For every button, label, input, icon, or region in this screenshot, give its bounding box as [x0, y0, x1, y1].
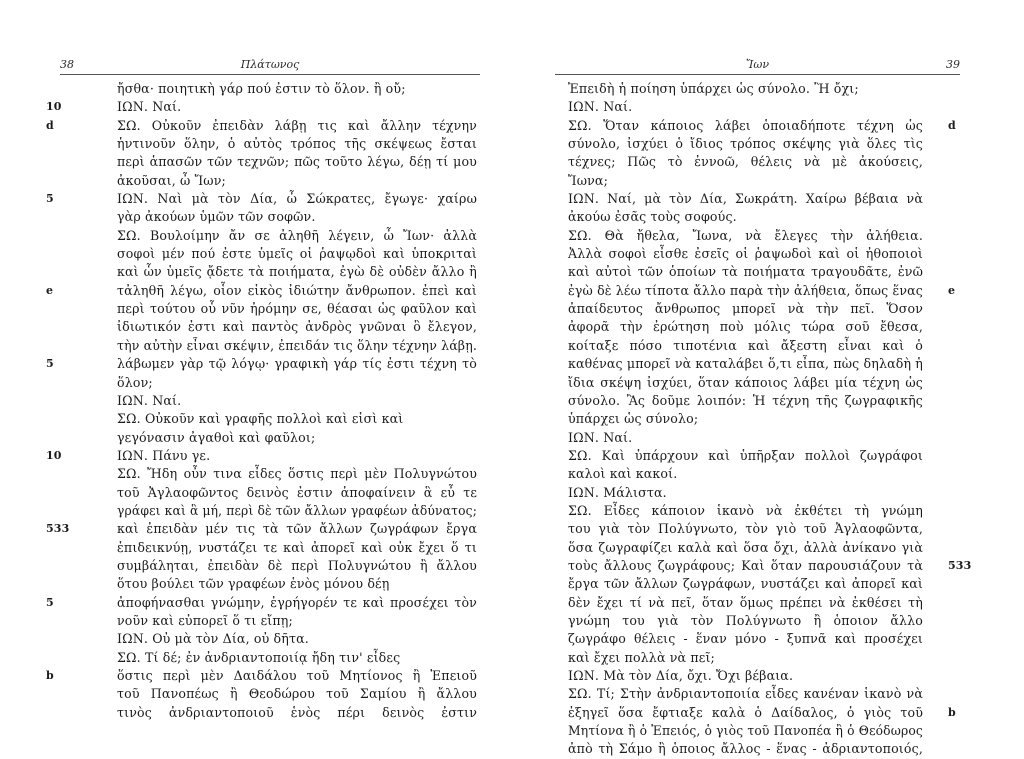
text-line	[568, 263, 923, 281]
line-text: ἐγὼ δὲ λέω τίποτα ἄλλο παρὰ τὴν ἀλήθεια, ὅπως ἕνας	[568, 282, 923, 298]
line-text: ΙΩΝ. Μάλιστα.	[568, 484, 667, 500]
left-page	[0, 0, 512, 725]
text-line	[568, 98, 923, 116]
line-text: σύνολο. Ἂς δοῦμε λοιπόν: Ἡ τέχνη τῆς ζωγραφικῆς	[568, 392, 923, 408]
text-line	[568, 704, 956, 722]
text-line	[568, 520, 923, 538]
text-line	[117, 484, 477, 502]
line-text: Ἐπειδὴ ἡ ποίηση ὑπάρχει ὡς σύνολο. Ἢ ὄχι;	[568, 81, 859, 96]
line-text: ζωγράφο θέλεις - ἕναν μόνο - ξυπνᾶ καὶ προσέχει	[568, 631, 923, 647]
text-line	[568, 557, 972, 575]
line-text: ὅτου βούλει τῶν γραφέων ἑνὸς μόνου δέῃ	[117, 576, 390, 592]
margin-marker: d	[948, 118, 956, 132]
line-text: γράφει καὶ ἃ μή, περὶ δὲ τῶν ἄλλων γραφέων ἀδύνατος;	[117, 502, 477, 518]
line-text: Ἴωνα;	[568, 172, 608, 188]
margin-marker: e	[46, 283, 54, 297]
line-text: τινὸς ἀνδριαντοποιοῦ ἑνὸς πέρι δεινὸς ἐστιν	[117, 704, 477, 720]
text-line	[117, 300, 477, 318]
line-text: τέχνες; Πῶς τὸ ἐννοῶ, θέλεις νὰ μὲ ἀκούσεις,	[568, 154, 923, 170]
text-line	[46, 98, 477, 116]
margin-marker: e	[948, 283, 956, 297]
text-line	[568, 172, 923, 190]
margin-marker: 5	[46, 192, 54, 206]
line-text: ΙΩΝ. Μὰ τὸν Δία, ὄχι. Ὄχι βέβαια.	[568, 668, 794, 683]
text-line	[568, 649, 923, 667]
text-line	[568, 722, 923, 740]
line-text: ΣΩ. Βουλοίμην ἄν σε ἀληθῆ λέγειν, ὦ Ἴων· ἀλλὰ	[117, 227, 477, 243]
text-line	[46, 190, 477, 208]
line-text: ΣΩ. Οὐκοῦν ἐπειδὰν λάβῃ τις καὶ ἄλλην τέχνην	[117, 117, 477, 133]
text-line	[568, 410, 923, 428]
text-line	[117, 575, 477, 593]
text-line	[568, 484, 923, 502]
line-text: περὶ ἁπασῶν τῶν τεχνῶν; πῶς τοῦτο λέγω, δέῃ τί μου	[117, 154, 477, 170]
line-text: ΣΩ. Ἤδη οὖν τινα εἶδες ὅστις περὶ μὲν Πολυγνώτου	[117, 466, 477, 482]
text-line	[568, 630, 923, 648]
text-line	[568, 300, 923, 318]
text-line	[117, 429, 477, 447]
line-text: ὑπάρχει ὡς σύνολο;	[568, 411, 699, 427]
text-line	[568, 153, 923, 171]
text-line	[117, 502, 477, 520]
text-line	[46, 117, 477, 135]
text-line	[568, 740, 923, 758]
text-line	[568, 539, 923, 557]
left-page-number: 38	[60, 58, 74, 71]
text-line	[117, 630, 477, 648]
text-line	[568, 135, 923, 153]
text-line	[46, 447, 477, 465]
text-line	[46, 282, 477, 300]
text-line	[568, 429, 923, 447]
text-line	[117, 172, 477, 190]
line-text: ἀφορᾶ τὴν ἐρώτηση ποὺ μόλις τώρα σοῦ ἔθεσα,	[568, 319, 923, 335]
line-text: καλοὶ καὶ κακοί.	[568, 466, 678, 482]
text-line	[117, 612, 477, 630]
text-line	[568, 465, 923, 483]
margin-marker: 533	[948, 558, 972, 572]
text-line	[117, 539, 477, 557]
line-text: ΣΩ. Τί δέ; ἐν ἀνδριαντοποιίᾳ ἤδη τιν' εἶδες	[117, 649, 401, 665]
right-header-rule	[555, 74, 960, 75]
line-text: γεγόνασιν ἀγαθοὶ καὶ φαῦλοι;	[117, 429, 316, 445]
text-line	[568, 374, 923, 392]
line-text: ΙΩΝ. Ναί.	[568, 99, 633, 115]
line-text: ὅστις περὶ μὲν Δαιδάλου τοῦ Μητίονος ἢ Ἐπειοῦ	[117, 668, 477, 683]
text-line	[568, 502, 923, 520]
text-line	[568, 80, 923, 98]
line-text: κοίταξε πόσο τιποτένια καὶ ἄξεστη εἶναι καὶ ὁ	[568, 337, 923, 353]
left-header-rule	[60, 74, 480, 75]
text-line	[117, 649, 477, 667]
margin-marker: b	[46, 669, 54, 682]
text-line	[117, 80, 477, 98]
text-line	[568, 190, 923, 208]
margin-marker: 533	[46, 522, 70, 536]
line-text: ὅσα ζωγραφίζει καλὰ καὶ ὅσα ὄχι, ἀλλὰ ἀνίκανο γιὰ	[568, 539, 923, 555]
line-text: ΙΩΝ. Ναί.	[117, 392, 182, 408]
text-line	[117, 337, 477, 355]
text-line	[117, 318, 477, 336]
line-text: Μητίονα ἢ ὁ Ἐπειός, ὁ γιὸς τοῦ Πανοπέα ἢ ὁ Θεόδωρος	[568, 723, 923, 739]
line-text: καὶ ὧν ὑμεῖς ᾄδετε τὰ ποιήματα, ἐγὼ δὲ οὐδὲν ἄλλο ἢ	[117, 264, 477, 280]
margin-marker: 5	[46, 595, 54, 609]
line-text: τοῦ Ἀγλαοφῶντος δεινὸς ἐστιν ἀποφαίνειν ἃ εὖ τε	[117, 484, 477, 500]
line-text: ἐπιδεικνύῃ, νυστάζει τε καὶ ἀπορεῖ καὶ οὐκ ἔχει ὅ τι	[117, 539, 477, 555]
line-text: ΣΩ. Οὐκοῦν καὶ γραφῆς πολλοὶ καὶ εἰσὶ καὶ	[117, 411, 404, 427]
line-text: ΣΩ. Θὰ ἤθελα, Ἴωνα, νὰ ἔλεγες τὴν ἀλήθεια.	[568, 227, 923, 243]
line-text: ΙΩΝ. Πάνυ γε.	[117, 447, 211, 463]
line-text: συμβάληται, ἐπειδὰν δὲ περὶ Πολυγνώτου ἢ ἄλλου	[117, 557, 477, 573]
margin-marker: 10	[46, 448, 62, 462]
text-line	[568, 318, 923, 336]
right-running-title: Ἴων	[745, 58, 770, 71]
line-text: τἀληθῆ λέγω, οἷον εἰκὸς ἰδιώτην ἄνθρωπον. ἐπεὶ καὶ	[117, 282, 477, 298]
line-text: ΙΩΝ. Οὐ μὰ τὸν Δία, οὐ δῆτα.	[117, 631, 309, 647]
line-text: ΣΩ. Εἶδες κάποιον ἱκανὸ νὰ ἐκθέτει τὴ γνώμη	[568, 502, 923, 518]
margin-marker: 10	[46, 100, 62, 114]
line-text: ἔργα τῶν ἄλλων ζωγράφων, νυστάζει καὶ ἀπορεῖ καὶ	[568, 576, 923, 592]
text-line	[117, 263, 477, 281]
text-line	[568, 594, 923, 612]
text-line	[117, 374, 477, 392]
line-text: ἐξηγεῖ ὅσα ἔφτιαξε καλὰ ὁ Δαίδαλος, ὁ γιὸς τοῦ	[568, 704, 923, 720]
line-text: καὶ ἔχει πολλὰ νὰ πεῖ;	[568, 649, 715, 665]
line-text: ΣΩ. Καὶ ὑπάρχουν καὶ ὑπῆρξαν πολλοὶ ζωγράφοι	[568, 447, 923, 463]
text-line	[568, 227, 923, 245]
line-text: λάβωμεν γὰρ τῷ λόγῳ· γραφικὴ γάρ τίς ἐστι τέχνη τὸ	[117, 356, 477, 372]
text-line	[568, 685, 923, 703]
text-line	[117, 704, 477, 722]
text-line	[568, 612, 923, 630]
text-line	[117, 685, 477, 703]
text-line	[568, 667, 923, 685]
line-text: ΙΩΝ. Ναὶ μὰ τὸν Δία, ὦ Σώκρατες, ἔγωγε· χαίρω	[117, 191, 477, 207]
line-text: ἀποφήνασθαι γνώμην, ἐγρήγορέν τε καὶ προσέχει τὸν	[117, 594, 477, 610]
line-text: γνώμη του γιὰ τὸν Πολύγνωτο ἢ ὁποιον ἄλλο	[568, 612, 923, 628]
right-page-number: 39	[946, 58, 960, 71]
line-text: καὶ αὐτοὶ τῶν ὁποίων τὰ ποιήματα τραγουδᾶτε, ἐνῶ	[568, 264, 923, 280]
text-line	[46, 355, 477, 373]
line-text: ἀπαίδευτος ἄνθρωπος μπορεῖ νὰ τὴν πεῖ. Ὅσον	[568, 301, 923, 317]
left-running-title: Πλάτωνος	[240, 58, 300, 71]
line-text: ΙΩΝ. Ναί.	[117, 99, 182, 115]
text-line	[117, 208, 477, 226]
line-text: νοῦν καὶ εὐπορεῖ ὅ τι εἴπῃ;	[117, 612, 293, 628]
text-line	[568, 447, 923, 465]
right-text-block	[568, 80, 972, 759]
text-line	[568, 117, 956, 135]
line-text: καθένας μπορεῖ νὰ καταλάβει ὅ,τι εἶπα, πὼς δηλαδὴ ἡ	[568, 356, 923, 372]
text-line	[568, 355, 923, 373]
text-line	[117, 227, 477, 245]
line-text: γὰρ ἀκούων ὑμῶν τῶν σοφῶν.	[117, 209, 316, 225]
line-text: τὴν αὐτὴν εἶναι σκέψιν, ἐπειδάν τις ὅλην τέχνην λάβῃ.	[117, 337, 477, 353]
text-line	[568, 282, 956, 300]
text-line	[117, 557, 477, 575]
text-line	[117, 153, 477, 171]
text-line	[117, 392, 477, 410]
left-text-block	[46, 80, 477, 722]
line-text: Ἀλλὰ σοφοὶ εἶσθε ἐσεῖς οἱ ῥαψωδοὶ καὶ οἱ ἠθοποιοὶ	[568, 246, 923, 262]
line-text: σύνολο, ἰσχύει ὁ ἴδιος τρόπος σκέψης γιὰ ὅλες τὶς	[568, 136, 923, 152]
text-line	[117, 245, 477, 263]
line-text: ἡντινοῦν ὅλην, ὁ αὐτὸς τρόπος τῆς σκέψεως ἔσται	[117, 136, 477, 152]
margin-marker: 5	[46, 357, 54, 371]
line-text: ΣΩ. Τί; Στὴν ἀνδριαντοποιία εἶδες κανέναν ἱκανὸ νὰ	[568, 686, 923, 702]
line-text: σοφοὶ μέν πού ἐστε ὑμεῖς οἱ ῥαψῳδοὶ καὶ ὑποκριταὶ	[117, 246, 477, 262]
text-line	[568, 208, 923, 226]
line-text: ἀπὸ τὴ Σάμο ἢ ὁποιος ἄλλος - ἕνας - ἀδριαντοποιός,	[568, 741, 923, 757]
text-line	[568, 337, 923, 355]
line-text: περὶ τούτου οὗ νῦν ἠρόμην σε, θέασαι ὡς φαῦλον καὶ	[117, 301, 477, 317]
line-text: ὅλον;	[117, 374, 153, 390]
line-text: ἴδια σκέψη ἰσχύει, ὅταν κάποιος λάβει μία τέχνη ὡς	[568, 374, 923, 390]
line-text: καὶ ἐπειδὰν μέν τις τὰ τῶν ἄλλων ζωγράφων ἔργα	[117, 521, 477, 537]
text-line	[46, 594, 477, 612]
margin-marker: d	[46, 118, 54, 132]
line-text: του γιὰ τὸν Πολύγνωτο, τὸν γιὸ τοῦ Ἀγλαοφῶντα,	[568, 521, 923, 537]
line-text: δὲν ἔχει τί νὰ πεῖ, ὅταν ὅμως πρέπει νὰ ἐκθέσει τὴ	[568, 594, 923, 610]
text-line	[46, 667, 477, 685]
line-text: ἀκούω ἐσᾶς τοὺς σοφούς.	[568, 209, 737, 225]
text-line	[568, 575, 923, 593]
line-text: ΣΩ. Ὅταν κάποιος λάβει ὁποιαδήποτε τέχνη ὡς	[568, 117, 923, 133]
text-line	[46, 520, 477, 538]
line-text: ΙΩΝ. Ναί, μὰ τὸν Δία, Σωκράτη. Χαίρω βέβαια νὰ	[568, 191, 923, 207]
line-text: ἤσθα· ποιητικὴ γάρ πού ἐστιν τὸ ὅλον. ἢ οὔ;	[117, 81, 406, 96]
line-text: ἀκοῦσαι, ὦ Ἴων;	[117, 172, 226, 188]
right-page	[512, 0, 1024, 757]
line-text: ἰδιωτικόν ἐστι καὶ παντὸς ἀνδρὸς γνῶναι ὃ ἔλεγον,	[117, 319, 477, 335]
line-text: ΙΩΝ. Ναί.	[568, 429, 633, 445]
line-text: τοῦ Πανοπέως ἢ Θεοδώρου τοῦ Σαμίου ἢ ἄλλου	[117, 686, 477, 702]
text-line	[117, 465, 477, 483]
text-line	[568, 245, 923, 263]
text-line	[117, 410, 477, 428]
text-line	[117, 135, 477, 153]
margin-marker: b	[948, 705, 956, 719]
text-line	[568, 392, 923, 410]
line-text: τοὺς ἄλλους ζωγράφους; Καὶ ὅταν παρουσιάζουν τὰ	[568, 557, 923, 573]
